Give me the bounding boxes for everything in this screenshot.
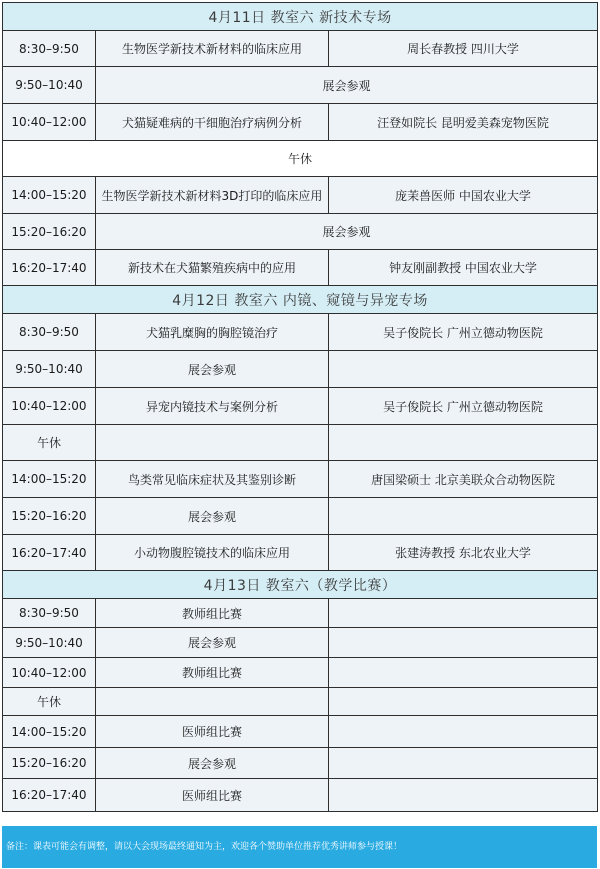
session-time: 8:30–9:50 (3, 31, 96, 67)
session-speaker (329, 779, 598, 812)
session-topic: 医师组比赛 (96, 779, 329, 812)
session-time: 15:20–16:20 (3, 498, 96, 535)
session-row (3, 250, 598, 286)
session-speaker: 汪登如院长 昆明爱美森宠物医院 (329, 104, 598, 141)
session-topic: 异宠内镜技术与案例分析 (96, 388, 329, 425)
lunch-break: 午休 (3, 141, 598, 177)
footer-note: 备注：课表可能会有调整，请以大会现场最终通知为主，欢迎各个赞助单位推荐优秀讲师参与授课！ (2, 826, 597, 868)
session-topic: 小动物腹腔镜技术的临床应用 (96, 535, 329, 571)
session-speaker: 吴子俊院长 广州立德动物医院 (329, 314, 598, 351)
session-time: 16:20–17:40 (3, 779, 96, 812)
session-time: 午休 (3, 688, 96, 716)
session-row (3, 779, 598, 812)
session-speaker: 吴子俊院长 广州立德动物医院 (329, 388, 598, 425)
session-topic (96, 425, 329, 461)
schedule-body (3, 3, 598, 812)
session-row (3, 314, 598, 351)
day-header: 4月13日 教室六（教学比赛） (3, 571, 598, 599)
session-speaker: 张建涛教授 东北农业大学 (329, 535, 598, 571)
session-time: 14:00–15:20 (3, 177, 96, 214)
session-row (3, 658, 598, 688)
session-topic: 展会参观 (96, 67, 598, 104)
session-speaker: 周长春教授 四川大学 (329, 31, 598, 67)
session-topic: 生物医学新技术新材料3D打印的临床应用 (96, 177, 329, 214)
session-row (3, 31, 598, 67)
session-time: 9:50–10:40 (3, 628, 96, 658)
session-row (3, 628, 598, 658)
day-header: 4月12日 教室六 内镜、窥镜与异宠专场 (3, 286, 598, 314)
session-time: 9:50–10:40 (3, 351, 96, 388)
session-time: 14:00–15:20 (3, 716, 96, 748)
session-time: 16:20–17:40 (3, 250, 96, 286)
session-row (3, 177, 598, 214)
session-speaker (329, 498, 598, 535)
session-row (3, 461, 598, 498)
day-header-row (3, 3, 598, 31)
session-topic: 展会参观 (96, 214, 598, 250)
session-time: 10:40–12:00 (3, 104, 96, 141)
session-row (3, 104, 598, 141)
session-time: 8:30–9:50 (3, 599, 96, 628)
session-row (3, 599, 598, 628)
session-row (3, 388, 598, 425)
session-topic: 犬猫乳糜胸的胸腔镜治疗 (96, 314, 329, 351)
session-row (3, 716, 598, 748)
session-row (3, 141, 598, 177)
session-time: 15:20–16:20 (3, 748, 96, 779)
session-topic: 教师组比赛 (96, 599, 329, 628)
day-header: 4月11日 教室六 新技术专场 (3, 3, 598, 31)
session-row (3, 67, 598, 104)
session-topic: 犬猫疑难病的干细胞治疗病例分析 (96, 104, 329, 141)
session-row (3, 351, 598, 388)
session-time: 14:00–15:20 (3, 461, 96, 498)
session-speaker (329, 658, 598, 688)
session-time: 10:40–12:00 (3, 388, 96, 425)
session-row (3, 425, 598, 461)
session-speaker (329, 716, 598, 748)
session-time: 午休 (3, 425, 96, 461)
session-time: 16:20–17:40 (3, 535, 96, 571)
session-topic: 展会参观 (96, 748, 329, 779)
session-topic: 教师组比赛 (96, 658, 329, 688)
day-header-row (3, 571, 598, 599)
session-topic: 医师组比赛 (96, 716, 329, 748)
session-speaker (329, 351, 598, 388)
session-row (3, 535, 598, 571)
session-row (3, 748, 598, 779)
session-topic (96, 688, 329, 716)
session-speaker (329, 425, 598, 461)
session-topic: 鸟类常见临床症状及其鉴别诊断 (96, 461, 329, 498)
session-topic: 展会参观 (96, 351, 329, 388)
session-time: 9:50–10:40 (3, 67, 96, 104)
session-row (3, 688, 598, 716)
session-time: 10:40–12:00 (3, 658, 96, 688)
session-time: 8:30–9:50 (3, 314, 96, 351)
session-time: 15:20–16:20 (3, 214, 96, 250)
session-speaker (329, 599, 598, 628)
session-speaker (329, 688, 598, 716)
session-topic: 生物医学新技术新材料的临床应用 (96, 31, 329, 67)
day-header-row (3, 286, 598, 314)
session-speaker (329, 628, 598, 658)
session-topic: 新技术在犬猫繁殖疾病中的应用 (96, 250, 329, 286)
session-row (3, 498, 598, 535)
session-topic: 展会参观 (96, 628, 329, 658)
session-speaker: 唐国梁硕士 北京美联众合动物医院 (329, 461, 598, 498)
schedule-table (2, 2, 598, 812)
session-speaker: 庞茉兽医师 中国农业大学 (329, 177, 598, 214)
session-topic: 展会参观 (96, 498, 329, 535)
session-row (3, 214, 598, 250)
session-speaker: 钟友刚副教授 中国农业大学 (329, 250, 598, 286)
session-speaker (329, 748, 598, 779)
